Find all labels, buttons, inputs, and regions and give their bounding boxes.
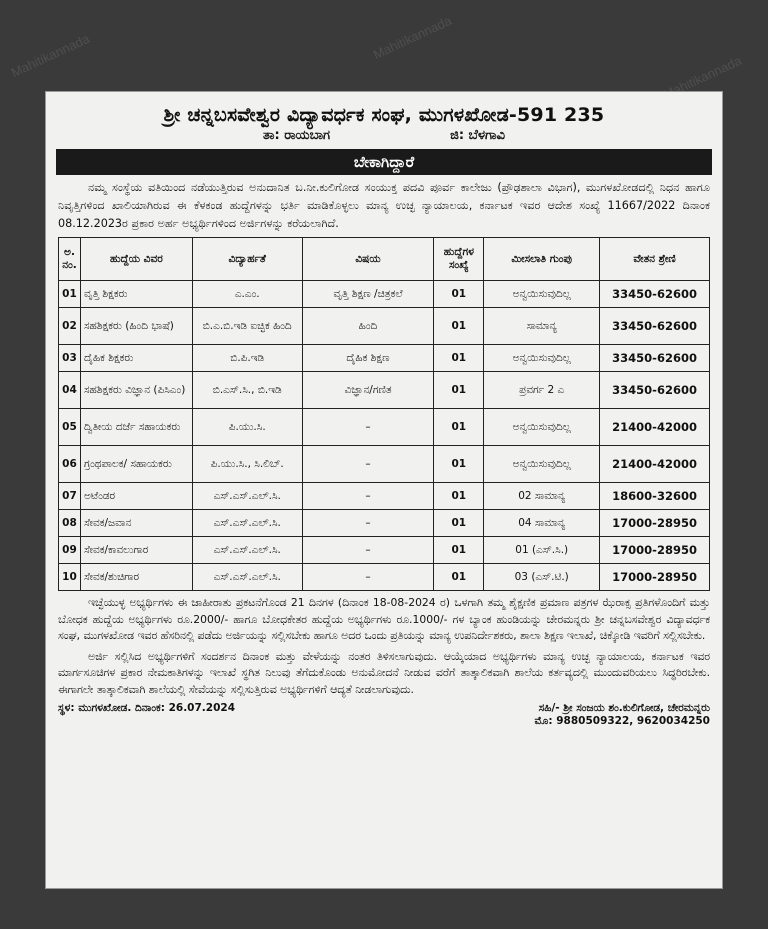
cell-salary: 21400-42000 [600,446,710,483]
cell-reservation: ಸಾಮಾನ್ಯ [484,308,600,345]
cell-sno: 03 [59,345,81,372]
cell-post: ಗ್ರಂಥಪಾಲಕ/ ಸಹಾಯಕರು [80,446,192,483]
watermark: Mahitikannada [370,12,454,63]
cell-count: 01 [434,345,484,372]
cell-qualification: ಪಿ.ಯು.ಸಿ. [192,409,302,446]
cell-qualification: ಎ.ಎಂ. [192,281,302,308]
cell-sno: 02 [59,308,81,345]
cell-subject: ದೈಹಿಕ ಶಿಕ್ಷಣ [302,345,434,372]
table-row [59,409,710,446]
cell-reservation: 02 ಸಾಮಾನ್ಯ [484,483,600,510]
cell-subject: – [302,537,434,564]
cell-count: 01 [434,483,484,510]
cell-count: 01 [434,372,484,409]
org-title: ಶ್ರೀ ಚನ್ನಬಸವೇಶ್ವರ ವಿದ್ಯಾವರ್ಧಕ ಸಂಘ, ಮುಗಳಖೋಡ-591 235 [163,104,605,126]
cell-subject: – [302,446,434,483]
cell-reservation: 04 ಸಾಮಾನ್ಯ [484,510,600,537]
cell-salary: 33450-62600 [600,308,710,345]
cell-post: ಸೇವಕ/ಜವಾನ [80,510,192,537]
col-qualification: ವಿದ್ಯಾರ್ಹತೆ [192,238,302,281]
cell-salary: 33450-62600 [600,281,710,308]
table-row [59,483,710,510]
cell-qualification: ಎಸ್.ಎಸ್.ಎಲ್.ಸಿ. [192,510,302,537]
cell-salary: 33450-62600 [600,372,710,409]
cell-post: ಸಹಶಿಕ್ಷಕರು ವಿಜ್ಞಾನ (ಪಿಸಿಎಂ) [80,372,192,409]
cell-post: ವೃತ್ತಿ ಶಿಕ್ಷಕರು [80,281,192,308]
cell-qualification: ಎಸ್.ಎಸ್.ಎಲ್.ಸಿ. [192,564,302,591]
cell-sno: 10 [59,564,81,591]
table-row [59,564,710,591]
wanted-banner: ಬೇಕಾಗಿದ್ದಾರೆ [56,149,712,175]
cell-salary: 21400-42000 [600,409,710,446]
taluk: ತಾ: ರಾಯಬಾಗ [262,128,331,143]
cell-sno: 01 [59,281,81,308]
cell-qualification: ಬಿ.ಪಿ.ಇಡಿ [192,345,302,372]
phone-numbers: ಮೊ: 9880509322, 9620034250 [534,715,710,727]
cell-reservation: ಅನ್ವಯಿಸುವುದಿಲ್ಲ [484,409,600,446]
place-date: ಸ್ಥಳ: ಮುಗಳಖೋಡ. ದಿನಾಂಕ: 26.07.2024 [58,702,236,714]
table-row [59,372,710,409]
cell-count: 01 [434,281,484,308]
col-sno: ಅ. ನಂ. [59,238,81,281]
cell-reservation: ಅನ್ವಯಿಸುವುದಿಲ್ಲ [484,281,600,308]
watermark: Mahitikannada [8,30,92,81]
table-row [59,446,710,483]
cell-reservation: ಅನ್ವಯಿಸುವುದಿಲ್ಲ [484,345,600,372]
col-subject: ವಿಷಯ [302,238,434,281]
cell-post: ಸೇವಕ/ಶುಚಿಗಾರ [80,564,192,591]
cell-sno: 08 [59,510,81,537]
cell-qualification: ಎಸ್.ಎಸ್.ಎಲ್.ಸಿ. [192,483,302,510]
cell-salary: 33450-62600 [600,345,710,372]
interview-note: ಅರ್ಜಿ ಸಲ್ಲಿಸಿದ ಅಭ್ಯರ್ಥಿಗಳಿಗೆ ಸಂದರ್ಶನ ದಿನಾಂಕ ಮತ್ತು ವೇಳೆಯನ್ನು ನಂತರ ತಿಳಿಸಲಾಗುವುದು. ಆಯ್ಕೆಯಾದ ಅಭ್ಯರ್ಥಿಗಳು ಮಾನ್ಯ ಉಚ್ಛ ನ್ಯಾಯಾಲಯ, ಕರ್ನಾಟಕ ಇವರ ಮಾರ್ಗಸೂಚಿಗಳ ಪ್ರಕಾರ ನೇಮಕಾತಿಗಳನ್ನು ಇಲಾಖೆ ಸ್ಥಗಿತ ನಿಲುವು ತೆಗೆದುಕೊಂಡು ಅನುಮೋದನೆ ನೀಡುವ ವರೆಗೆ ತಾತ್ಕಾಲಿಕವಾಗಿ ಶಾಲೆಯ ಕರ್ತವ್ಯದಲ್ಲಿ ಮುಂದುವರಿಯಲು ಸಿದ್ಧರಿರಬೇಕು. ಈಗಾಗಲೇ ತಾತ್ಕಾಲಿಕವಾಗಿ ಶಾಲೆಯಲ್ಲಿ ಸೇವೆಯನ್ನು ಸಲ್ಲಿಸುತ್ತಿರುವ ಅಭ್ಯರ್ಥಿಗಳಿಗೆ ಆದ್ಯತೆ ನೀಡಲಾಗುವುದು. [58,649,710,696]
cell-sno: 05 [59,409,81,446]
col-post: ಹುದ್ದೆಯ ವಿವರ [80,238,192,281]
col-salary: ವೇತನ ಶ್ರೇಣಿ [600,238,710,281]
cell-salary: 18600-32600 [600,483,710,510]
signatory: ಸಹಿ/- ಶ್ರೀ ಸಂಜಯ ಶಂ.ಕುಲಿಗೋಡ, ಚೇರಮನ್ನರು [538,702,710,714]
intro-paragraph: ನಮ್ಮ ಸಂಸ್ಥೆಯ ವತಿಯಿಂದ ನಡೆಯುತ್ತಿರುವ ಅನುದಾನಿತ ಬ.ನೀ.ಕುಲಿಗೋಡ ಸಂಯುಕ್ತ ಪದವಿ ಪೂರ್ವ ಕಾಲೇಜು (ಪ್ರೌಢಶಾಲಾ ವಿಭಾಗ), ಮುಗಳಖೋಡದಲ್ಲಿ ನಿಧನ ಹಾಗೂ ನಿವೃತ್ತಿಗಳಿಂದ ಖಾಲಿಯಾಗಿರುವ ಈ ಕೆಳಕಂಡ ಹುದ್ದೆಗಳನ್ನು ಭರ್ತಿ ಮಾಡಿಕೊಳ್ಳಲು ಮಾನ್ಯ ಉಚ್ಛ ನ್ಯಾಯಾಲಯ, ಕರ್ನಾಟಕ ಇವರ ಆದೇಶ ಸಂಖ್ಯೆ 11667/2022 ದಿನಾಂಕ 08.12.2023ರ ಪ್ರಕಾರ ಅರ್ಹ ಅಭ್ಯರ್ಥಿಗಳಿಂದ ಅರ್ಜಿಗಳನ್ನು ಕರೆಯಲಾಗಿದೆ. [58,181,710,230]
cell-count: 01 [434,510,484,537]
cell-subject: ಹಿಂದಿ [302,308,434,345]
cell-reservation: ಅನ್ವಯಿಸುವುದಿಲ್ಲ [484,446,600,483]
cell-subject: ವಿಜ್ಞಾನ/ಗಣಿತ [302,372,434,409]
table-row [59,308,710,345]
newspaper-clipping [46,92,722,888]
cell-count: 01 [434,537,484,564]
cell-salary: 17000-28950 [600,510,710,537]
table-row [59,510,710,537]
footer [58,702,710,728]
application-instructions: ಇಚ್ಛೆಯುಳ್ಳ ಅಭ್ಯರ್ಥಿಗಳು ಈ ಜಾಹೀರಾತು ಪ್ರಕಟನೆಗೊಂಡ 21 ದಿನಗಳ (ದಿನಾಂಕ 18-08-2024 ರ) ಒಳಗಾಗಿ ತಮ್ಮ ಶೈಕ್ಷಣಿಕ ಪ್ರಮಾಣ ಪತ್ರಗಳ ಝೆರಾಕ್ಸ ಪ್ರತಿಗಳೊಂದಿಗೆ ಮತ್ತು ಬೋಧಕ ಹುದ್ದೆಯ ಅಭ್ಯರ್ಥಿಗಳು ರೂ.2000/- ಹಾಗೂ ಬೋಧಕೇತರ ಹುದ್ದೆಯ ಅಭ್ಯರ್ಥಿಗಳು ರೂ.1000/- ಗಳ ಬ್ಯಾಂಕ ಹುಂಡಿಯನ್ನು ಚೇರಮನ್ನರು ಶ್ರೀ ಚನ್ನಬಸವೇಶ್ವರ ವಿದ್ಯಾವರ್ಧಕ ಸಂಘ, ಮುಗಳಖೋಡ ಇವರ ಹೆಸರಿನಲ್ಲಿ ಪಡೆದು ಅರ್ಜಿಯನ್ನು ಸಲ್ಲಿಸಬೇಕು ಹಾಗೂ ಅದರ ಒಂದು ಪ್ರತಿಯನ್ನು ಮಾನ್ಯ ಉಪನಿರ್ದೇಶಕರು, ಶಾಲಾ ಶಿಕ್ಷಣ ಇಲಾಖೆ, ಚಿಕ್ಕೋಡಿ ಇವರಿಗೆ ಸಲ್ಲಿಸಬೇಕು. [58,596,710,642]
cell-subject: – [302,564,434,591]
cell-sno: 04 [59,372,81,409]
cell-qualification: ಎಸ್.ಎಸ್.ಎಲ್.ಸಿ. [192,537,302,564]
signature-block [535,702,710,728]
cell-reservation: 03 (ಎಸ್.ಟಿ.) [484,564,600,591]
cell-subject: – [302,510,434,537]
cell-sno: 07 [59,483,81,510]
table-row [59,537,710,564]
cell-reservation: 01 (ಎಸ್.ಸಿ.) [484,537,600,564]
cell-post: ದ್ವಿತೀಯ ದರ್ಜೆ ಸಹಾಯಕರು [80,409,192,446]
col-reservation: ಮೀಸಲಾತಿ ಗುಂಪು [484,238,600,281]
cell-post: ಸಹಶಿಕ್ಷಕರು (ಹಿಂದಿ ಭಾಷೆ) [80,308,192,345]
cell-sno: 06 [59,446,81,483]
cell-post: ದೈಹಿಕ ಶಿಕ್ಷಕರು [80,345,192,372]
table-header-row [59,238,710,281]
cell-salary: 17000-28950 [600,564,710,591]
table-row [59,281,710,308]
district: ಜಿ: ಬೆಳಗಾವಿ [450,128,506,143]
cell-qualification: ಬಿ.ಎಸ್.ಸಿ., ಬಿ.ಇಡಿ [192,372,302,409]
cell-count: 01 [434,446,484,483]
vacancy-table [58,237,710,591]
cell-post: ಅಟೆಂಡರ [80,483,192,510]
location-line [46,128,722,143]
table-row [59,345,710,372]
watermark: Mahitikannada [660,52,744,103]
cell-salary: 17000-28950 [600,537,710,564]
cell-count: 01 [434,564,484,591]
cell-reservation: ಪ್ರವರ್ಗ 2 ಎ [484,372,600,409]
col-count: ಹುದ್ದೆಗಳ ಸಂಖ್ಯೆ [434,238,484,281]
cell-qualification: ಪಿ.ಯು.ಸಿ., ಸಿ.ಲಿಬ್. [192,446,302,483]
cell-subject: – [302,483,434,510]
cell-subject: – [302,409,434,446]
cell-subject: ವೃತ್ತಿ ಶಿಕ್ಷಣ /ಚಿತ್ರಕಲೆ [302,281,434,308]
cell-count: 01 [434,409,484,446]
cell-sno: 09 [59,537,81,564]
cell-qualification: ಬಿ.ಎ.ಬಿ.ಇಡಿ ಐಚ್ಛಿಕ ಹಿಂದಿ [192,308,302,345]
cell-count: 01 [434,308,484,345]
cell-post: ಸೇವಕ/ಕಾವಲುಗಾರ [80,537,192,564]
